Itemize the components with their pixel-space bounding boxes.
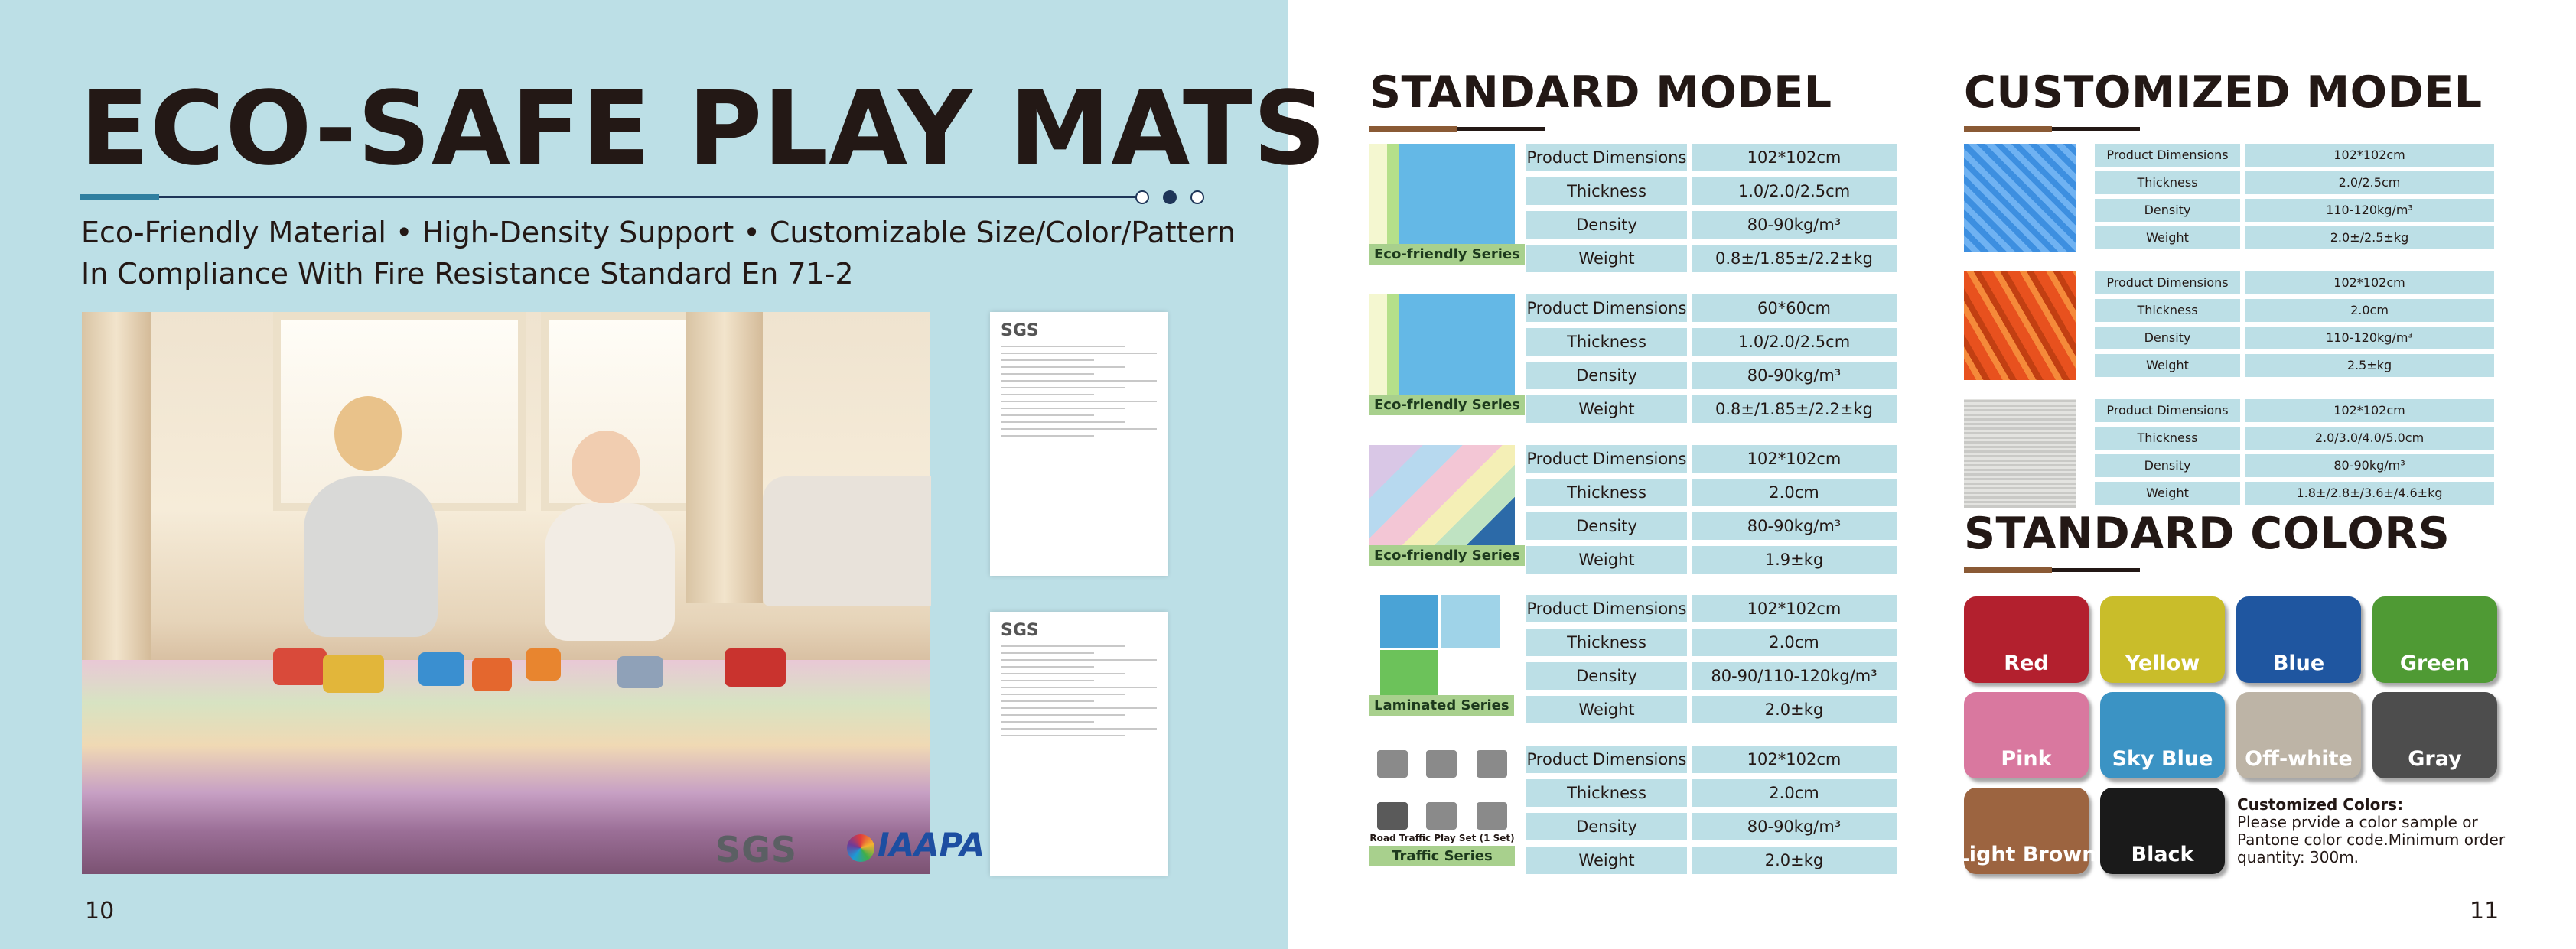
text-line [1001, 666, 1094, 668]
series-tag: Traffic Series [1369, 846, 1515, 866]
text-line [1001, 673, 1125, 674]
label-density: Density [1526, 662, 1687, 690]
label-thickness: Thickness [1526, 779, 1687, 807]
value-density: 80-90kg/m³ [1692, 362, 1897, 389]
label-thickness: Thickness [1526, 328, 1687, 356]
text-line [1001, 421, 1125, 423]
road-turn-icon [1426, 802, 1457, 830]
color-swatch-black: Black [2100, 788, 2225, 874]
customized-colors-note [2237, 796, 2512, 866]
color-swatch-gray: Gray [2372, 692, 2497, 778]
page-number-right: 11 [2470, 898, 2499, 925]
value-thickness: 2.0cm [1692, 629, 1897, 656]
label-density: Density [1526, 813, 1687, 840]
toy-car [472, 658, 512, 691]
label-thickness: Thickness [2095, 427, 2240, 450]
value-dimensions: 102*102cm [1692, 595, 1897, 622]
label-dimensions: Product Dimensions [1526, 144, 1687, 171]
iaapa-logo: IAAPA [878, 826, 985, 863]
value-density: 80-90kg/m³ [1692, 813, 1897, 840]
label-density: Density [1526, 211, 1687, 239]
value-dimensions: 60*60cm [1692, 294, 1897, 322]
value-density: 80-90kg/m³ [1692, 211, 1897, 239]
text-line [1001, 645, 1125, 647]
road-turn-icon [1477, 802, 1507, 830]
text-line [1001, 414, 1094, 416]
label-density: Density [2095, 327, 2240, 349]
traffic-set-caption: Road Traffic Play Set (1 Set) [1369, 833, 1515, 843]
text-line [1001, 435, 1094, 437]
custom-table-3 [2095, 399, 2494, 505]
standard-thumb-1 [1369, 144, 1520, 265]
value-thickness: 1.0/2.0/2.5cm [1692, 177, 1897, 205]
label-dimensions: Product Dimensions [2095, 144, 2240, 167]
custom-thumb-linen-texture [1964, 399, 2076, 508]
text-line [1001, 659, 1157, 661]
toy-car [273, 648, 327, 685]
text-line [1001, 366, 1125, 368]
label-density: Density [2095, 454, 2240, 477]
label-thickness: Thickness [1526, 479, 1687, 506]
series-tag: Laminated Series [1369, 695, 1514, 716]
toy-block [526, 648, 561, 681]
label-density: Density [2095, 199, 2240, 222]
curtain [686, 312, 763, 603]
label-weight: Weight [2095, 226, 2240, 249]
value-weight: 1.9±kg [1692, 546, 1897, 574]
standard-thumb-4 [1369, 595, 1515, 716]
label-weight: Weight [1526, 395, 1687, 423]
boy-body [545, 503, 675, 641]
color-swatch-pink: Pink [1964, 692, 2089, 778]
color-swatch-off-white: Off-white [2236, 692, 2361, 778]
value-dimensions: 102*102cm [1692, 144, 1897, 171]
value-weight: 2.5±kg [2245, 354, 2494, 377]
customized-colors-text: Please prvide a color sample or Pantone color code.Minimum order quantity: 300m. [2237, 813, 2506, 866]
kids-playing-photo [82, 312, 985, 874]
standard-colors-title: STANDARD COLORS [1964, 509, 2451, 559]
standard-thumb-5 [1369, 746, 1515, 866]
sgs-certificate-2 [990, 612, 1168, 876]
color-swatch-light-brown: Light Brown [1964, 788, 2089, 874]
label-weight: Weight [2095, 354, 2240, 377]
series-tag: Eco-friendly Series [1369, 244, 1525, 265]
standard-table-3 [1526, 445, 1897, 574]
customized-model-title: CUSTOMIZED MODEL [1964, 67, 2483, 118]
color-swatch-red: Red [1964, 596, 2089, 683]
value-thickness: 2.0/2.5cm [2245, 171, 2494, 194]
value-weight: 2.0±kg [1692, 847, 1897, 874]
pager-dot-icon [1135, 190, 1149, 204]
color-swatch-blue: Blue [2236, 596, 2361, 683]
road-crossing-icon [1377, 802, 1408, 830]
curtain [82, 312, 151, 710]
label-thickness: Thickness [2095, 171, 2240, 194]
heading-accent [1964, 126, 2052, 132]
text-line [1001, 721, 1094, 723]
text-line [1001, 394, 1094, 395]
sgs-cert-logo: SGS [1001, 321, 1039, 340]
sgs-certificate-1 [990, 312, 1168, 576]
label-density: Density [1526, 362, 1687, 389]
value-density: 80-90/110-120kg/m³ [1692, 662, 1897, 690]
custom-thumb-hex-pattern [1964, 271, 2076, 380]
label-weight: Weight [1526, 696, 1687, 723]
heading-accent [1369, 126, 1457, 132]
custom-table-1 [2095, 144, 2494, 249]
label-dimensions: Product Dimensions [1526, 746, 1687, 773]
value-thickness: 2.0cm [1692, 779, 1897, 807]
text-line [1001, 652, 1094, 654]
sgs-logo: SGS [715, 829, 798, 870]
road-straight-icon [1426, 750, 1457, 778]
value-dimensions: 102*102cm [1692, 445, 1897, 473]
text-line [1001, 700, 1094, 702]
toy-car [323, 655, 384, 693]
girl-head [334, 396, 402, 471]
text-line [1001, 359, 1094, 361]
color-swatch-yellow: Yellow [2100, 596, 2225, 683]
label-weight: Weight [1526, 847, 1687, 874]
standard-table-4 [1526, 595, 1897, 723]
page-title: ECO-SAFE PLAY MATS [80, 70, 1327, 188]
text-line [1001, 373, 1094, 375]
value-dimensions: 102*102cm [2245, 271, 2494, 294]
title-rule [80, 196, 1137, 198]
value-weight: 2.0±kg [1692, 696, 1897, 723]
label-thickness: Thickness [2095, 299, 2240, 322]
label-density: Density [1526, 512, 1687, 540]
pager-dot-active-icon [1163, 190, 1177, 204]
text-line [1001, 694, 1125, 695]
boy-head [572, 431, 640, 504]
label-dimensions: Product Dimensions [2095, 399, 2240, 422]
text-line [1001, 728, 1157, 730]
value-thickness: 1.0/2.0/2.5cm [1692, 328, 1897, 356]
sofa [763, 476, 931, 606]
toy-car [418, 652, 464, 686]
label-thickness: Thickness [1526, 177, 1687, 205]
girl-body [304, 476, 438, 637]
value-weight: 1.8±/2.8±/3.6±/4.6±kg [2245, 482, 2494, 505]
custom-table-2 [2095, 271, 2494, 377]
label-weight: Weight [1526, 245, 1687, 272]
text-line [1001, 380, 1157, 382]
value-dimensions: 102*102cm [2245, 399, 2494, 422]
value-density: 80-90kg/m³ [2245, 454, 2494, 477]
road-arrow-icon [1477, 750, 1507, 778]
text-line [1001, 687, 1157, 688]
value-dimensions: 102*102cm [1692, 746, 1897, 773]
laminated-tile [1380, 595, 1438, 648]
label-dimensions: Product Dimensions [2095, 271, 2240, 294]
standard-table-2 [1526, 294, 1897, 423]
label-dimensions: Product Dimensions [1526, 445, 1687, 473]
text-line [1001, 353, 1157, 354]
title-rule-accent [80, 194, 159, 200]
value-density: 110-120kg/m³ [2245, 199, 2494, 222]
value-weight: 0.8±/1.85±/2.2±kg [1692, 395, 1897, 423]
subtitle-line-1: Eco-Friendly Material • High-Density Support • Customizable Size/Color/Pattern [81, 216, 1236, 249]
value-thickness: 2.0cm [2245, 299, 2494, 322]
text-line [1001, 707, 1157, 709]
value-thickness: 2.0/3.0/4.0/5.0cm [2245, 427, 2494, 450]
customized-colors-title: Customized Colors: [2237, 795, 2404, 814]
road-curve-icon [1377, 750, 1408, 778]
value-density: 80-90kg/m³ [1692, 512, 1897, 540]
label-thickness: Thickness [1526, 629, 1687, 656]
text-line [1001, 408, 1125, 409]
label-dimensions: Product Dimensions [1526, 294, 1687, 322]
standard-thumb-2 [1369, 294, 1520, 415]
series-tag: Eco-friendly Series [1369, 395, 1525, 415]
custom-thumb-diamond-plate [1964, 144, 2076, 252]
page-number-left: 10 [85, 898, 115, 925]
standard-model-title: STANDARD MODEL [1369, 67, 1832, 118]
value-weight: 2.0±/2.5±kg [2245, 226, 2494, 249]
laminated-tile [1380, 650, 1438, 696]
color-swatch-green: Green [2372, 596, 2497, 683]
text-line [1001, 401, 1157, 402]
label-weight: Weight [2095, 482, 2240, 505]
standard-table-1 [1526, 144, 1897, 272]
value-dimensions: 102*102cm [2245, 144, 2494, 167]
value-density: 110-120kg/m³ [2245, 327, 2494, 349]
iaapa-star-icon [847, 834, 874, 862]
text-line [1001, 714, 1125, 716]
subtitle-line-2: In Compliance With Fire Resistance Standard En 71-2 [81, 257, 854, 291]
series-tag: Eco-friendly Series [1369, 545, 1525, 566]
text-line [1001, 428, 1157, 430]
label-dimensions: Product Dimensions [1526, 595, 1687, 622]
color-swatch-sky-blue: Sky Blue [2100, 692, 2225, 778]
text-line [1001, 346, 1125, 347]
laminated-tile [1441, 595, 1500, 648]
text-line [1001, 680, 1094, 681]
pager-dot-icon [1190, 190, 1204, 204]
text-line [1001, 387, 1125, 388]
text-line [1001, 735, 1125, 736]
standard-table-5 [1526, 746, 1897, 874]
value-thickness: 2.0cm [1692, 479, 1897, 506]
toy-car [725, 648, 786, 687]
standard-thumb-3 [1369, 445, 1520, 566]
play-mat-rug [82, 660, 930, 874]
value-weight: 0.8±/1.85±/2.2±kg [1692, 245, 1897, 272]
heading-accent [1964, 567, 2052, 573]
label-weight: Weight [1526, 546, 1687, 574]
toy-car [617, 656, 663, 688]
sgs-cert-logo: SGS [1001, 621, 1039, 640]
